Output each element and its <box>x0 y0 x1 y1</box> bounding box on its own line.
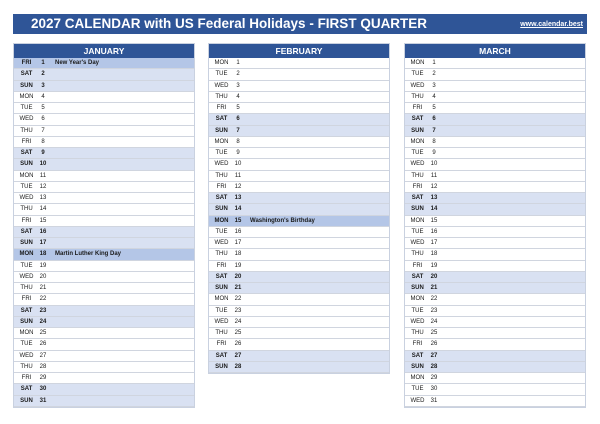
day-row <box>405 396 585 407</box>
day-number: 30 <box>39 386 47 393</box>
day-of-week: MON <box>410 375 425 381</box>
day-row <box>405 328 585 339</box>
day-row <box>209 159 389 170</box>
day-of-week: SUN <box>215 206 228 213</box>
day-of-week: MON <box>214 138 229 145</box>
day-row <box>405 148 585 159</box>
day-row <box>14 306 194 317</box>
day-number: 3 <box>236 82 240 89</box>
day-row <box>405 81 585 92</box>
day-number: 18 <box>234 251 242 258</box>
day-of-week: SUN <box>20 318 33 325</box>
day-row <box>14 272 194 283</box>
day-of-week: SAT <box>411 195 424 201</box>
day-row <box>14 103 194 114</box>
day-of-week: THU <box>411 172 424 179</box>
day-number: 4 <box>41 93 45 100</box>
day-of-week: SUN <box>215 285 228 291</box>
day-number: 10 <box>39 161 47 168</box>
day-number: 31 <box>430 397 438 404</box>
day-number: 2 <box>432 71 436 78</box>
day-of-week: THU <box>20 206 33 213</box>
day-number: 15 <box>39 217 47 224</box>
day-number: 8 <box>41 138 45 145</box>
day-number: 27 <box>430 352 438 359</box>
day-of-week: MON <box>410 60 425 66</box>
day-number: 29 <box>430 375 438 381</box>
day-of-week: FRI <box>412 105 423 111</box>
day-row <box>405 238 585 249</box>
day-list <box>209 58 389 373</box>
day-of-week: FRI <box>216 105 227 111</box>
day-number: 11 <box>430 172 438 179</box>
day-row <box>14 283 194 294</box>
day-row <box>209 317 389 328</box>
day-of-week: SUN <box>215 127 228 134</box>
day-row <box>209 216 389 227</box>
day-of-week: TUE <box>215 150 228 156</box>
month-header: FEBRUARY <box>209 44 389 58</box>
day-row <box>405 182 585 193</box>
day-row <box>14 238 194 249</box>
day-number: 3 <box>41 82 45 89</box>
day-row <box>209 114 389 125</box>
day-of-week: WED <box>410 161 425 168</box>
day-of-week: FRI <box>412 262 423 269</box>
day-row <box>209 283 389 294</box>
day-number: 7 <box>432 127 436 134</box>
day-of-week: TUE <box>20 341 33 348</box>
day-row <box>405 373 585 384</box>
day-row <box>405 294 585 305</box>
day-row <box>405 283 585 294</box>
month-march <box>404 43 586 408</box>
day-row <box>405 384 585 395</box>
day-row <box>209 249 389 260</box>
day-number: 22 <box>234 296 242 303</box>
day-row <box>209 306 389 317</box>
day-number: 26 <box>234 341 242 348</box>
day-number: 23 <box>430 307 438 314</box>
day-of-week: THU <box>411 330 424 336</box>
day-of-week: THU <box>411 251 424 258</box>
day-number: 4 <box>432 93 436 100</box>
day-number: 27 <box>234 352 242 359</box>
day-row <box>405 351 585 362</box>
day-of-week: TUE <box>20 262 33 269</box>
day-row <box>405 58 585 69</box>
day-number: 28 <box>39 363 47 370</box>
day-number: 19 <box>430 262 438 269</box>
day-of-week: SAT <box>20 307 33 314</box>
day-number: 14 <box>234 206 242 213</box>
day-number: 16 <box>39 228 47 235</box>
month-header: MARCH <box>405 44 585 58</box>
day-of-week: WED <box>214 82 229 89</box>
day-of-week: MON <box>214 217 229 224</box>
day-of-week: SUN <box>215 363 228 370</box>
day-of-week: FRI <box>21 296 32 303</box>
day-of-week: WED <box>410 82 425 89</box>
day-number: 3 <box>432 82 436 89</box>
day-row <box>405 362 585 373</box>
day-number: 25 <box>430 330 438 336</box>
day-row <box>405 114 585 125</box>
day-of-week: TUE <box>411 228 424 235</box>
day-row <box>209 272 389 283</box>
day-number: 6 <box>41 116 45 123</box>
day-number: 1 <box>41 60 45 66</box>
day-number: 26 <box>39 341 47 348</box>
day-number: 22 <box>430 296 438 303</box>
day-of-week: WED <box>19 352 34 359</box>
day-row <box>14 148 194 159</box>
day-of-week: MON <box>410 138 425 145</box>
day-row <box>14 193 194 204</box>
day-of-week: MON <box>19 93 34 100</box>
day-of-week: MON <box>410 296 425 303</box>
day-number: 2 <box>41 71 45 78</box>
day-number: 31 <box>39 397 47 404</box>
day-number: 24 <box>39 318 47 325</box>
day-of-week: FRI <box>216 341 227 348</box>
day-row <box>14 294 194 305</box>
day-of-week: SAT <box>215 116 228 123</box>
day-of-week: FRI <box>21 138 32 145</box>
day-number: 25 <box>39 330 47 336</box>
day-number: 17 <box>430 240 438 246</box>
day-of-week: FRI <box>21 375 32 381</box>
day-number: 5 <box>236 105 240 111</box>
day-of-week: THU <box>20 285 33 291</box>
day-of-week: SAT <box>411 352 424 359</box>
day-number: 8 <box>236 138 240 145</box>
month-february <box>208 43 390 374</box>
day-number: 1 <box>236 60 240 66</box>
month-header: JANUARY <box>14 44 194 58</box>
day-of-week: SAT <box>20 228 33 235</box>
day-number: 20 <box>39 273 47 280</box>
day-number: 1 <box>432 60 436 66</box>
day-row <box>405 306 585 317</box>
day-number: 17 <box>234 240 242 246</box>
day-number: 16 <box>430 228 438 235</box>
day-row <box>405 126 585 137</box>
day-number: 19 <box>234 262 242 269</box>
day-row <box>209 126 389 137</box>
day-of-week: THU <box>20 127 33 134</box>
day-of-week: TUE <box>215 307 228 314</box>
day-of-week: MON <box>19 172 34 179</box>
day-number: 15 <box>430 217 438 224</box>
day-row <box>14 92 194 103</box>
day-number: 16 <box>234 228 242 235</box>
day-of-week: THU <box>215 330 228 336</box>
day-of-week: TUE <box>215 228 228 235</box>
day-of-week: WED <box>19 273 34 280</box>
day-row <box>14 69 194 80</box>
day-row <box>14 362 194 373</box>
website-link[interactable]: www.calendar.best <box>520 21 583 28</box>
day-number: 20 <box>430 273 438 280</box>
day-number: 15 <box>234 217 242 224</box>
day-number: 9 <box>432 150 436 156</box>
day-list <box>14 58 194 407</box>
day-number: 10 <box>234 161 242 168</box>
day-of-week: THU <box>215 93 228 100</box>
day-of-week: SAT <box>215 195 228 201</box>
day-number: 30 <box>430 386 438 393</box>
day-number: 23 <box>234 307 242 314</box>
day-row <box>14 384 194 395</box>
day-row <box>14 114 194 125</box>
day-number: 23 <box>39 307 47 314</box>
day-of-week: TUE <box>20 105 33 111</box>
day-number: 26 <box>430 341 438 348</box>
day-row <box>405 137 585 148</box>
day-number: 25 <box>234 330 242 336</box>
day-number: 28 <box>430 363 438 370</box>
day-of-week: WED <box>214 240 229 246</box>
day-number: 14 <box>39 206 47 213</box>
day-of-week: SUN <box>20 161 33 168</box>
day-number: 11 <box>39 172 47 179</box>
day-number: 7 <box>41 127 45 134</box>
day-row <box>14 216 194 227</box>
day-row <box>405 159 585 170</box>
day-number: 13 <box>430 195 438 201</box>
day-number: 8 <box>432 138 436 145</box>
day-row <box>14 204 194 215</box>
calendar-title-banner <box>13 14 587 34</box>
day-of-week: SUN <box>411 363 424 370</box>
day-of-week: TUE <box>411 307 424 314</box>
day-row <box>14 249 194 260</box>
day-of-week: SUN <box>411 206 424 213</box>
day-of-week: WED <box>19 195 34 201</box>
day-number: 12 <box>39 183 47 190</box>
day-of-week: SUN <box>20 397 33 404</box>
day-number: 21 <box>234 285 242 291</box>
day-number: 2 <box>236 71 240 78</box>
day-of-week: SAT <box>215 273 228 280</box>
day-row <box>209 204 389 215</box>
day-number: 4 <box>236 93 240 100</box>
day-of-week: WED <box>410 318 425 325</box>
day-number: 5 <box>41 105 45 111</box>
day-of-week: SAT <box>20 386 33 393</box>
day-row <box>14 351 194 362</box>
month-january <box>13 43 195 408</box>
day-of-week: SAT <box>411 116 424 123</box>
day-row <box>14 182 194 193</box>
day-of-week: TUE <box>411 386 424 393</box>
day-row <box>405 171 585 182</box>
day-row <box>14 126 194 137</box>
holiday-name: New Year's Day <box>55 60 100 66</box>
day-of-week: WED <box>19 116 34 123</box>
day-row <box>405 339 585 350</box>
day-row <box>405 103 585 114</box>
day-of-week: WED <box>214 318 229 325</box>
day-number: 10 <box>430 161 438 168</box>
day-number: 29 <box>39 375 47 381</box>
day-row <box>209 351 389 362</box>
day-of-week: WED <box>214 161 229 168</box>
day-of-week: WED <box>410 240 425 246</box>
day-row <box>209 137 389 148</box>
day-number: 24 <box>234 318 242 325</box>
day-row <box>405 272 585 283</box>
day-of-week: SAT <box>20 71 33 78</box>
day-row <box>14 227 194 238</box>
day-row <box>209 362 389 373</box>
day-row <box>405 227 585 238</box>
day-number: 7 <box>236 127 240 134</box>
day-row <box>209 58 389 69</box>
day-row <box>14 373 194 384</box>
day-number: 21 <box>39 285 47 291</box>
day-of-week: THU <box>411 93 424 100</box>
day-of-week: MON <box>19 251 34 258</box>
day-of-week: THU <box>215 172 228 179</box>
day-of-week: MON <box>214 60 229 66</box>
day-of-week: FRI <box>21 217 32 224</box>
day-of-week: MON <box>214 296 229 303</box>
day-row <box>209 182 389 193</box>
day-of-week: TUE <box>411 150 424 156</box>
day-row <box>405 204 585 215</box>
day-of-week: SUN <box>411 127 424 134</box>
day-number: 13 <box>39 195 47 201</box>
day-row <box>209 92 389 103</box>
day-number: 12 <box>430 183 438 190</box>
day-row <box>209 103 389 114</box>
day-of-week: SUN <box>411 285 424 291</box>
day-number: 13 <box>234 195 242 201</box>
day-row <box>405 69 585 80</box>
day-row <box>14 81 194 92</box>
day-number: 27 <box>39 352 47 359</box>
day-number: 18 <box>430 251 438 258</box>
day-number: 5 <box>432 105 436 111</box>
day-of-week: SAT <box>215 352 228 359</box>
day-row <box>209 294 389 305</box>
day-row <box>209 261 389 272</box>
day-of-week: TUE <box>215 71 228 78</box>
day-number: 17 <box>39 240 47 246</box>
day-of-week: FRI <box>412 341 423 348</box>
day-row <box>209 148 389 159</box>
day-number: 11 <box>234 172 242 179</box>
day-row <box>14 137 194 148</box>
day-row <box>405 317 585 328</box>
day-row <box>405 216 585 227</box>
day-row <box>14 171 194 182</box>
day-row <box>14 328 194 339</box>
day-row <box>209 227 389 238</box>
day-of-week: THU <box>20 363 33 370</box>
day-row <box>14 339 194 350</box>
day-row <box>209 328 389 339</box>
day-list <box>405 58 585 407</box>
day-of-week: SAT <box>20 150 33 156</box>
day-row <box>14 396 194 407</box>
day-number: 19 <box>39 262 47 269</box>
day-row <box>209 238 389 249</box>
day-row <box>405 92 585 103</box>
day-row <box>405 261 585 272</box>
day-row <box>209 81 389 92</box>
day-row <box>209 171 389 182</box>
day-of-week: WED <box>410 397 425 404</box>
day-row <box>209 69 389 80</box>
day-number: 21 <box>430 285 438 291</box>
day-number: 20 <box>234 273 242 280</box>
day-of-week: SUN <box>20 82 33 89</box>
day-row <box>14 159 194 170</box>
day-row <box>209 193 389 204</box>
day-row <box>405 193 585 204</box>
day-of-week: FRI <box>216 262 227 269</box>
day-of-week: FRI <box>216 183 227 190</box>
day-number: 9 <box>41 150 45 156</box>
day-number: 12 <box>234 183 242 190</box>
day-of-week: FRI <box>412 183 423 190</box>
day-of-week: TUE <box>411 71 424 78</box>
holiday-name: Washington's Birthday <box>250 217 315 224</box>
day-row <box>405 249 585 260</box>
day-of-week: SAT <box>411 273 424 280</box>
day-of-week: THU <box>215 251 228 258</box>
day-number: 14 <box>430 206 438 213</box>
day-row <box>14 261 194 272</box>
day-number: 9 <box>236 150 240 156</box>
day-of-week: FRI <box>21 60 32 66</box>
day-row <box>209 339 389 350</box>
holiday-name: Martin Luther King Day <box>55 251 122 258</box>
day-number: 6 <box>432 116 436 123</box>
day-number: 24 <box>430 318 438 325</box>
day-number: 18 <box>39 251 47 258</box>
day-row <box>14 317 194 328</box>
day-number: 6 <box>236 116 240 123</box>
day-number: 22 <box>39 296 47 303</box>
day-of-week: SUN <box>20 240 33 246</box>
day-row <box>14 58 194 69</box>
day-of-week: TUE <box>20 183 33 190</box>
day-of-week: MON <box>19 330 34 336</box>
calendar-title: 2027 CALENDAR with US Federal Holidays - FIRST QUARTER <box>31 16 428 31</box>
day-number: 28 <box>234 363 242 370</box>
day-of-week: MON <box>410 217 425 224</box>
